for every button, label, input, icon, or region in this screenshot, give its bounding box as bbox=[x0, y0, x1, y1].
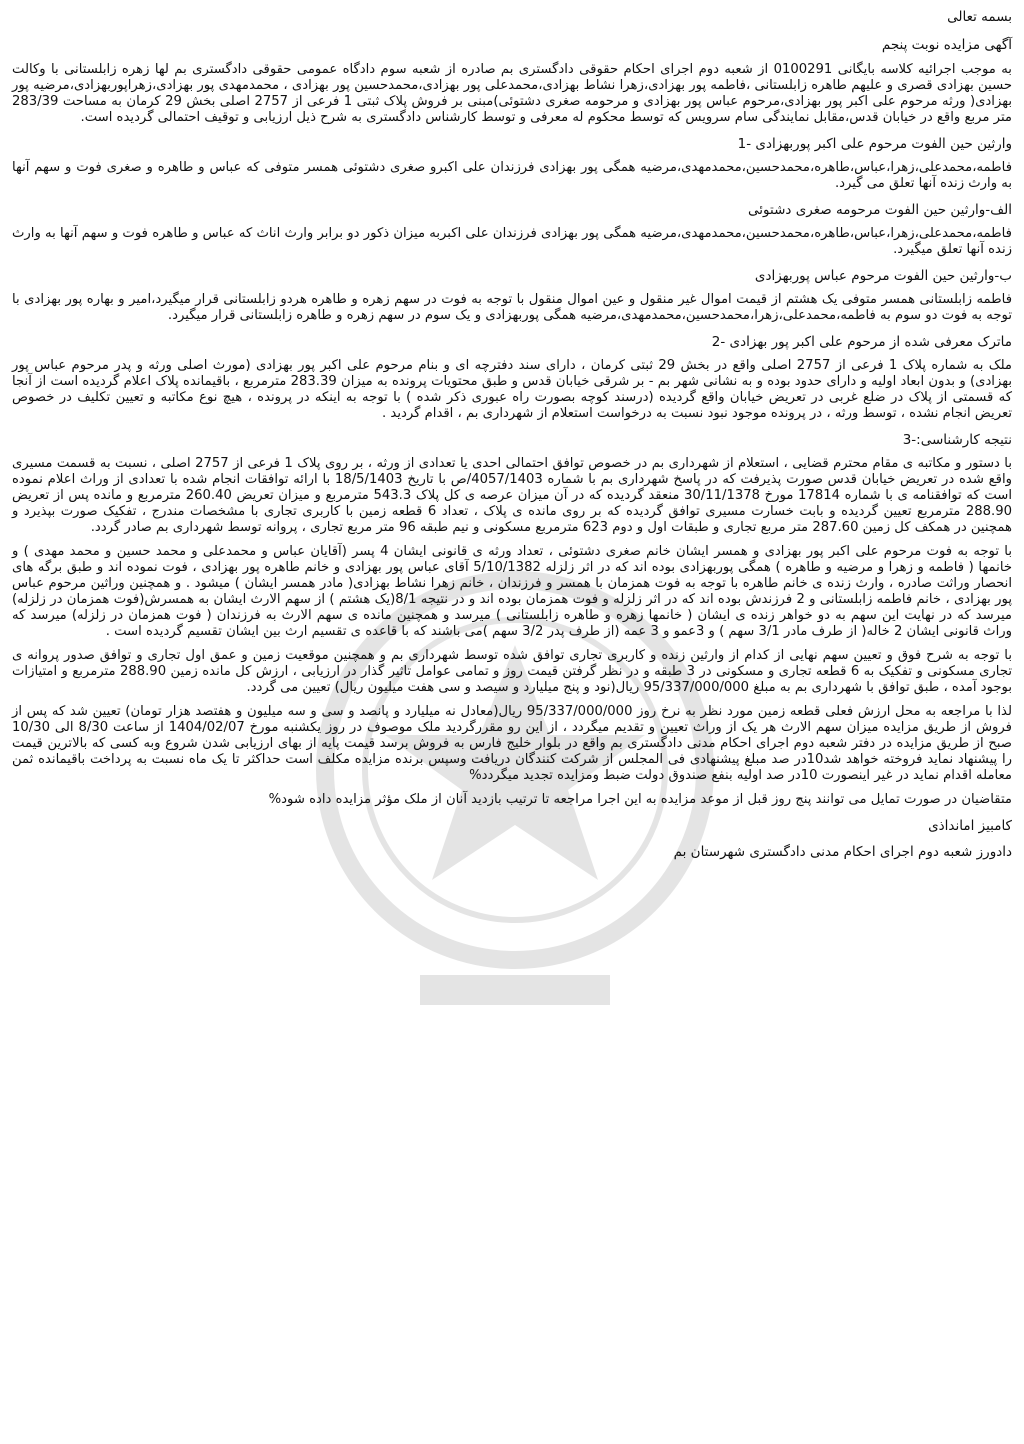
section-heading: ماترک معرفی شده از مرحوم علی اکبر پور بهزادی -2 bbox=[711, 334, 1012, 350]
section-body: با دستور و مکاتبه ی مقام محترم قضایی ، استعلام از شهرداری بم در خصوص توافق احتمالی احدی یا تعدادی از ورثه ، بر روی پلاک 1 فرعی از 2757 اصلی ، نسبت به قسمت مسیری واقع شده در تعریض خیابان قدس صورت پذیرفت که در پاسخ شهرداری بم با شماره 4057/1403/ص با تاریخ 18/5/1403 با ارائه توافقات انجام شده با تعدادی از وراث اعلام نموده است که توافقنامه ی با شماره 17814 مورخ 30/11/1378 منعقد گردیده که در آن میزان عرصه ی کل پلاک 543.3 مترمربع و میزان تعریض 260.40 مترمربع و مانده پس از تعریض 288.90 مترمربع تعیین گردیده و بابت خسارت مسیری توافق گردیده که بر روی مانده ی پلاک ، تعداد 6 قطعه زمین با کاربری تجاری با مشخصات مندرج ، تفکیک صورت بپذیرد و همچنین در همکف کل زمین 287.60 متر مربع تجاری و طبقات اول و دوم 623 مترمربع مسکونی و نیم طبقه 96 متر مربع تجاری ، پروانه توسط شهرداری بم صادر گردد. bbox=[12, 456, 1012, 535]
section-heirs-abbas bbox=[12, 266, 1012, 324]
section-heading: ب-وارثین حین الفوت مرحوم عباس پوربهزادی bbox=[754, 268, 1012, 284]
intro-paragraph: به موجب اجرائیه کلاسه بایگانی 0100291 از شعبه دوم اجرای احکام حقوقی دادگستری بم صادره از شعبه سوم دادگاه عمومی حقوقی دادگستری بم لها زهره زابلستانی با وکالت حسین بهزادی قصری و علیهم طاهره زابلستانی ،فاطمه پور بهزادی،زهرا نشاط بهزادی،محمدعلی پور بهزادی،محمدحسین پور بهزادی ، محمدمهدی پور بهزادی،زهراپوربهزادی،مرضیه پور بهزادی( ورثه مرحوم علی اکبر پور بهزادی،مرحوم عباس پور بهزادی و مرحومه صغری دشتوئی)مبنی بر فروش پلاک ثبتی 1 فرعی از 2757 اصلی بخش 29 کرمان به مساحت 283/39 متر مربع واقع در خیابان قدس،مقابل نمایندگی سام سرویس که توسط محکوم له معرفی و توسط کارشناس دادگستری به شرح ذیل ارزیابی و توقیف احتمالی گردیده است. bbox=[12, 62, 1012, 125]
notice-title: آگهی مزایده نوبت پنجم bbox=[881, 37, 1012, 53]
section-heirs-soghra bbox=[12, 200, 1012, 258]
section-heading: نتیجه کارشناسی:-3 bbox=[902, 432, 1012, 448]
section-body: فاطمه زابلستانی همسر متوفی یک هشتم از قیمت اموال غیر منقول و عین اموال منقول با توجه به فوت در سهم زهره و طاهره هردو زابلستانی قرار میگیرد،امیر و بهاره پور بهزادی با توجه به فوت دو سوم به فاطمه،محمدعلی،زهرا،محمدحسین،محمدمهدی،مرضیه همگی پوربهزادی و یک سوم در سهم زهره و طاهره زابلستانی قرار میگیرد. bbox=[12, 292, 1012, 323]
section-body: فاطمه،محمدعلی،زهرا،عباس،طاهره،محمدحسین،محمدمهدی،مرضیه همگی پور بهزادی فرزندان علی اکبربه میزان ذکور دو برابر وارث اناث که عباس و طاهره فوت و سهم آنها به وارث زنده آنها تعلق میگیرد. bbox=[12, 226, 1012, 257]
section-heading: وارثین حین الفوت مرحوم علی اکبر پوربهزادی -1 bbox=[737, 136, 1012, 152]
basmala: بسمه تعالی bbox=[947, 9, 1012, 25]
section-2 bbox=[12, 332, 1012, 422]
auction-terms-paragraph: لذا با مراجعه به محل ارزش فعلی قطعه زمین مورد نظر به نرخ روز 95/337/000/000 ریال(معادل نه میلیارد و پانصد و سی و سه میلیون و هفتصد هزار تومان) تعیین شد که پس از فروش از طریق مزایده میزان سهم الارث هر یک از وراث تعیین و تقدیم میگردد ، از این رو مقررگردید ملک موصوف در روز یکشنبه مورخ 1404/02/07 از ساعت 8/30 الی 10/30 صبح از طریق مزایده در دفتر شعبه دوم اجرای احکام مدنی دادگستری بم واقع در بلوار خلیج فارس به فروش برسد قیمت پایه از بهای ارزیابی شدن شروع وبه کسی که بالاترین قیمت را پیشنهاد نماید فروخته خواهد شد10در صد مبلغ پیشنهادی فی المجلس از شرکت کنندگان دریافت وسپس برنده مزایده مکلف است حداکثر تا یک ماه نسبت به پرداخت باقیمانده ثمن معامله اقدام نماید در غیر اینصورت 10در صد اولیه بنفع صندوق دولت ضبط ومزایده تجدید میگردد% bbox=[12, 704, 1012, 783]
valuation-paragraph: با توجه به شرح فوق و تعیین سهم نهایی از کدام از وارثین زنده و کاربری تجاری توافق شده توسط شهرداری بم و همچنین موقعیت زمین و عمق اول تجاری و توافق صدور پروانه ی تجاری مسکونی و تفکیک به 6 قطعه تجاری و مسکونی در 3 طبقه و در نظر گرفتن قیمت روز و تمامی عوامل تاثیر گذار در ارزیابی ، ارزش کل مانده زمین 288.90 مترمربع و امتیازات بوجود آمده ، طبق توافق با شهرداری بم به مبلغ 95/337/000/000 ریال(نود و پنج میلیارد و سیصد و سی هفت میلیون ریال) تعیین می گردد. bbox=[12, 648, 1013, 695]
section-body: فاطمه،محمدعلی،زهرا،عباس،طاهره،محمدحسین،محمدمهدی،مرضیه همگی پور بهزادی فرزندان علی اکبرو صغری دشتوئی همسر متوفی که عباس و طاهره و صغری فوت و سهم آنها به وارث زنده آنها تعلق می گیرد. bbox=[12, 160, 1012, 191]
visit-paragraph: متقاضیان در صورت تمایل می توانند پنج روز قبل از موعد مزایده به این اجرا مراجعه تا ترتیب بازدید آنان از ملک مؤثر مزایده داده شود% bbox=[268, 792, 1012, 807]
section-1 bbox=[12, 134, 1012, 192]
section-body: ملک به شماره پلاک 1 فرعی از 2757 اصلی واقع در بخش 29 ثبتی کرمان ، دارای سند دفترچه ای و بنام مرحوم علی اکبر پور بهزادی (مورث اصلی ورثه و پدر مرحوم عباس پور بهزادی) و بدون ابعاد اولیه و دارای حدود بوده و به نشانی شهر بم - بر شرقی خیابان قدس و طبق محتویات پرونده به میزان 283.39 مترمربع ، باقیمانده پلاک اعلام گردیده است از آنجا که قسمتی از پلاک در ضلع غربی در تعریض خیابان واقع گردیده (درسند کوچه بصورت راه عبوری ذکر شده ) با توجه به اینکه در پرونده ، هیچ نوع مکاتبه و تعیین تکلیف در خصوص تعریض انجام نشده ، توسط ورثه ، در پرونده موجود نبود نسبت به درخواست استعلام از شهرداری بم ، اقدام گردید . bbox=[12, 358, 1012, 421]
section-heading: الف-وارثین حین الفوت مرحومه صغری دشتوئی bbox=[748, 202, 1012, 218]
signature-position: دادورز شعبه دوم اجرای احکام مدنی دادگستری شهرستان بم bbox=[673, 844, 1012, 860]
inheritance-paragraph: با توجه به فوت مرحوم علی اکبر پور بهزادی و همسر ایشان خانم صغری دشتوئی ، تعداد ورثه ی قانونی ایشان 4 پسر (آقایان عباس و محمدعلی و محمد حسین و محمد مهدی ) و خانمها ( فاطمه و زهرا و مرضیه و طاهره ) همگی پوربهزادی بوده اند که در اثر زلزله 5/10/1382 آقای عباس پور بهزادی و خانم طاهره پور بهزادی ، فوت نموده اند و طبق برگه های انحصار وراثت صادره ، وارث زنده ی خانم طاهره با توجه به فوت همزمان با همسر و فرزندان ، خانم زهرا نشاط بهزادی( مادر همسر ایشان ) میشود . و همچنین وراثین مرحوم عباس پور بهزادی ، خانم فاطمه زابلستانی و 2 فرزندش بوده اند که در اثر زلزله و فوت همزمان بوده اند و در نتیجه 8/1(یک هشتم ) از سهم الارث ایشان به همسرش(فوت همزمان در زلزله) میرسد که در نهایت این سهم به دو خواهر زنده ی ایشان ( خانمها زهره و طاهره زابلستانی ) میرسد و همچنین مانده ی سهم الارث به فرزندان ( فوت همزمان در زلزله) میرسد که وراث قانونی ایشان 2 خاله( از طرف مادر 3/1 سهم ) و 3عمو و 3 عمه (از طرف پدر 3/2 سهم )می باشند که با قاعده ی تقسیم ارث بین ایشان تقسیم گردیده است . bbox=[12, 544, 1013, 639]
signature-name: کامبیز امانداذی bbox=[928, 818, 1012, 834]
section-3 bbox=[12, 430, 1012, 536]
